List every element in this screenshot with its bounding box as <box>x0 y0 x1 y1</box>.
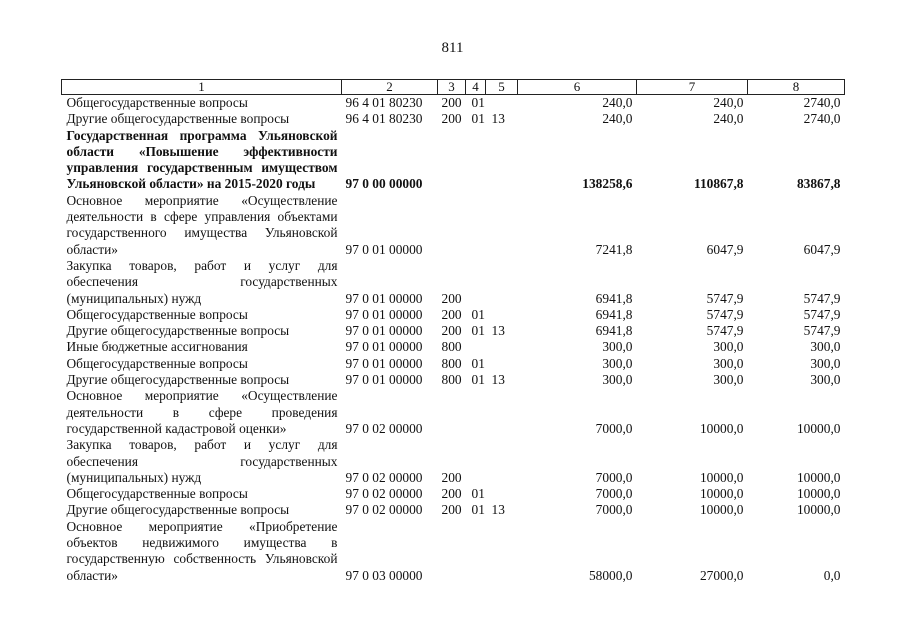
row-amount-col6: 240,0 <box>602 95 633 110</box>
row-expense-type: 200 <box>441 290 462 306</box>
row-name: Закупка товаров, работ и услуг для обеспечения государственных (муниципальных) нужд <box>66 437 338 485</box>
row-target-code: 96 4 01 80230 <box>345 95 423 110</box>
table-row <box>62 372 845 388</box>
row-amount-col8: 10000,0 <box>796 502 841 518</box>
header-col-7: 7 <box>637 80 748 95</box>
row-target-code: 97 0 01 00000 <box>345 290 423 306</box>
row-subsection <box>486 258 518 307</box>
table-header <box>62 80 845 95</box>
table-row <box>62 128 845 193</box>
row-subsection <box>486 128 518 193</box>
row-amount-col8: 2740,0 <box>803 111 841 127</box>
row-amount-col8: 10000,0 <box>796 420 841 436</box>
header-col-4: 4 <box>466 80 486 95</box>
row-target-code: 97 0 01 00000 <box>345 339 423 355</box>
row-amount-col6: 6941,8 <box>595 306 633 322</box>
row-amount-col8: 0,0 <box>823 567 841 583</box>
header-col-5: 5 <box>486 80 518 95</box>
row-target-code: 97 0 01 00000 <box>345 241 423 257</box>
table-row <box>62 307 845 323</box>
row-amount-col8: 10000,0 <box>796 486 841 502</box>
row-name: Другие общегосударственные вопросы <box>66 323 290 339</box>
row-amount-col7: 10000,0 <box>699 502 744 518</box>
table-row <box>62 486 845 502</box>
table-row <box>62 258 845 307</box>
row-expense-type <box>438 193 466 258</box>
row-name: Другие общегосударственные вопросы <box>66 502 290 518</box>
row-amount-col6: 6941,8 <box>595 290 633 306</box>
row-expense-type: 200 <box>441 502 462 518</box>
row-amount-col7: 5747,9 <box>706 290 744 306</box>
row-amount-col6: 138258,6 <box>582 176 633 192</box>
row-amount-col7: 300,0 <box>713 339 744 355</box>
row-subsection <box>486 95 518 112</box>
table-row <box>62 193 845 258</box>
table-row <box>62 111 845 127</box>
row-name: Общегосударственные вопросы <box>66 306 248 322</box>
row-section: 01 <box>471 486 485 502</box>
row-amount-col6: 7000,0 <box>595 420 633 436</box>
row-subsection <box>486 437 518 486</box>
row-expense-type: 200 <box>441 95 462 110</box>
row-name: Государственная программа Ульяновской области «Повышение эффективности управления государственным имуществом Ульяновской области» на 2015-2020 годы <box>66 127 338 192</box>
budget-table <box>61 79 845 584</box>
row-amount-col7: 5747,9 <box>706 323 744 339</box>
row-name: Общегосударственные вопросы <box>66 355 248 371</box>
row-name: Другие общегосударственные вопросы <box>66 372 290 388</box>
row-section <box>466 193 486 258</box>
row-section: 01 <box>471 111 485 127</box>
table-row <box>62 323 845 339</box>
row-amount-col7: 110867,8 <box>694 176 744 192</box>
row-amount-col6: 7241,8 <box>595 241 633 257</box>
row-subsection: 13 <box>491 323 505 339</box>
row-section: 01 <box>471 95 485 110</box>
row-amount-col8: 300,0 <box>810 355 841 371</box>
row-section: 01 <box>471 355 485 371</box>
row-expense-type: 800 <box>441 355 462 371</box>
row-section <box>466 437 486 486</box>
row-expense-type: 800 <box>441 339 462 355</box>
row-subsection <box>486 339 518 355</box>
row-target-code: 97 0 03 00000 <box>345 567 423 583</box>
table-row <box>62 519 845 584</box>
row-amount-col8: 10000,0 <box>796 469 841 485</box>
table-row <box>62 388 845 437</box>
row-expense-type: 200 <box>441 306 462 322</box>
row-expense-type: 200 <box>441 323 462 339</box>
row-amount-col8: 2740,0 <box>803 95 841 110</box>
row-amount-col8: 5747,9 <box>803 323 841 339</box>
row-amount-col6: 7000,0 <box>595 502 633 518</box>
header-col-6: 6 <box>518 80 637 95</box>
row-subsection <box>486 193 518 258</box>
row-section: 01 <box>471 372 485 388</box>
row-amount-col7: 10000,0 <box>699 420 744 436</box>
row-expense-type <box>438 519 466 584</box>
page-number: 811 <box>441 40 464 56</box>
row-target-code: 97 0 02 00000 <box>345 420 423 436</box>
row-target-code: 97 0 01 00000 <box>345 306 423 322</box>
row-amount-col7: 10000,0 <box>699 469 744 485</box>
row-expense-type: 200 <box>441 486 462 502</box>
row-section: 01 <box>471 323 485 339</box>
row-amount-col6: 240,0 <box>602 111 633 127</box>
row-amount-col6: 7000,0 <box>595 486 633 502</box>
row-section: 01 <box>471 306 485 322</box>
row-name: Другие общегосударственные вопросы <box>66 111 290 127</box>
row-amount-col6: 7000,0 <box>595 469 633 485</box>
row-subsection <box>486 519 518 584</box>
row-amount-col8: 6047,9 <box>803 241 841 257</box>
row-expense-type: 200 <box>441 111 462 127</box>
row-amount-col7: 27000,0 <box>699 567 744 583</box>
row-name: Общегосударственные вопросы <box>66 486 248 502</box>
row-subsection <box>486 486 518 502</box>
row-target-code: 97 0 01 00000 <box>345 323 423 339</box>
header-col-2: 2 <box>342 80 438 95</box>
row-amount-col7: 240,0 <box>713 95 744 110</box>
row-amount-col7: 5747,9 <box>706 306 744 322</box>
table-row <box>62 95 845 112</box>
row-expense-type <box>438 128 466 193</box>
row-section <box>466 258 486 307</box>
table-row <box>62 356 845 372</box>
row-name: Основное мероприятие «Приобретение объектов недвижимого имущества в государственную собственность Ульяновской области» <box>66 518 338 583</box>
row-subsection: 13 <box>491 372 505 388</box>
row-amount-col8: 5747,9 <box>803 290 841 306</box>
row-section: 01 <box>471 502 485 518</box>
row-amount-col7: 240,0 <box>713 111 744 127</box>
row-amount-col8: 5747,9 <box>803 306 841 322</box>
row-target-code: 97 0 02 00000 <box>345 486 423 502</box>
row-expense-type: 200 <box>441 469 462 485</box>
row-name: Общегосударственные вопросы <box>66 95 248 110</box>
row-subsection <box>486 356 518 372</box>
row-amount-col6: 58000,0 <box>588 567 633 583</box>
row-amount-col8: 83867,8 <box>796 176 841 192</box>
table-row <box>62 502 845 518</box>
row-amount-col7: 10000,0 <box>699 486 744 502</box>
row-name: Основное мероприятие «Осуществление деятельности в сфере проведения государственной кадастровой оценки» <box>66 388 338 436</box>
row-amount-col7: 300,0 <box>713 355 744 371</box>
row-expense-type: 800 <box>441 372 462 388</box>
row-amount-col8: 300,0 <box>810 372 841 388</box>
header-col-8: 8 <box>748 80 845 95</box>
row-target-code: 97 0 02 00000 <box>345 502 423 518</box>
header-col-1: 1 <box>62 80 342 95</box>
row-target-code: 97 0 00 00000 <box>345 176 423 192</box>
row-target-code: 97 0 02 00000 <box>345 469 423 485</box>
header-row <box>62 80 845 95</box>
row-section <box>466 519 486 584</box>
row-subsection: 13 <box>491 502 505 518</box>
row-amount-col7: 6047,9 <box>706 241 744 257</box>
header-col-3: 3 <box>438 80 466 95</box>
row-amount-col6: 6941,8 <box>595 323 633 339</box>
row-subsection: 13 <box>491 111 505 127</box>
budget-table-container <box>61 79 844 584</box>
row-amount-col7: 300,0 <box>713 372 744 388</box>
row-target-code: 97 0 01 00000 <box>345 372 423 388</box>
row-name: Закупка товаров, работ и услуг для обеспечения государственных (муниципальных) нужд <box>66 257 338 306</box>
row-target-code: 96 4 01 80230 <box>345 111 423 127</box>
row-expense-type <box>438 388 466 437</box>
row-subsection <box>486 307 518 323</box>
row-amount-col6: 300,0 <box>602 339 633 355</box>
table-row <box>62 437 845 486</box>
row-target-code: 97 0 01 00000 <box>345 355 423 371</box>
row-subsection <box>486 388 518 437</box>
row-amount-col8: 300,0 <box>810 339 841 355</box>
table-row <box>62 339 845 355</box>
row-section <box>466 339 486 355</box>
row-section <box>466 128 486 193</box>
row-name: Иные бюджетные ассигнования <box>66 339 248 355</box>
row-name: Основное мероприятие «Осуществление деятельности в сфере управления объектами государственного имущества Ульяновской области» <box>66 192 338 257</box>
row-section <box>466 388 486 437</box>
row-amount-col6: 300,0 <box>602 355 633 371</box>
table-body <box>62 95 845 584</box>
row-amount-col6: 300,0 <box>602 372 633 388</box>
